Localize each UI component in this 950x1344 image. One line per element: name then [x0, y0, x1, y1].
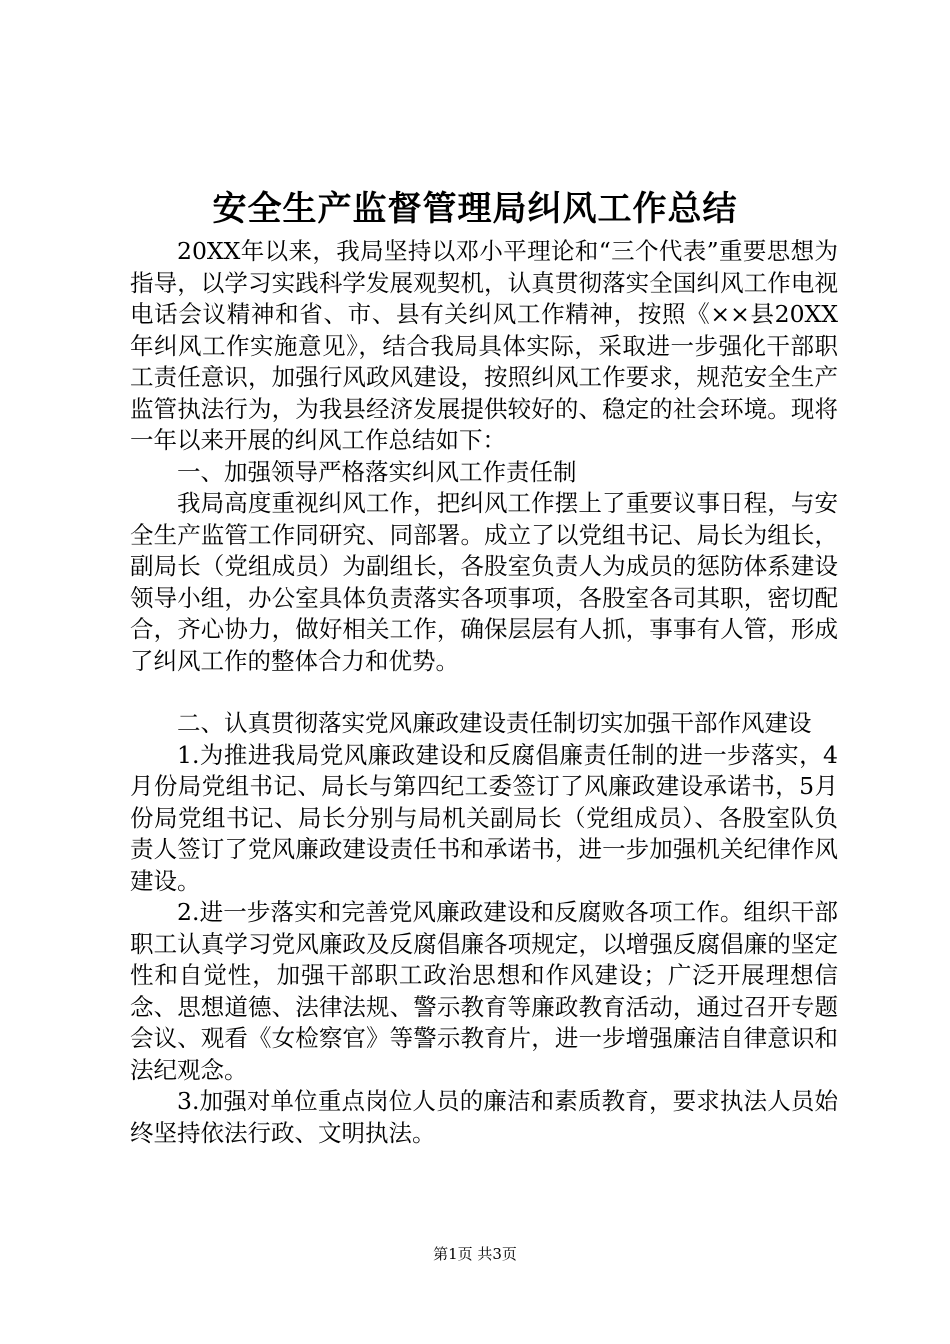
section-2-item-3: 3.加强对单位重点岗位人员的廉洁和素质教育，要求执法人员始终坚持依法行政、文明执法。: [130, 1087, 838, 1147]
section-1-paragraph: 我局高度重视纠风工作，把纠风工作摆上了重要议事日程，与安全生产监管工作同研究、同部署。成立了以党组书记、局长为组长，副局长（党组成员）为副组长，各股室负责人为成员的惩防体系建设领导小组，办公室具体负责落实各项事项，各股室各司其职，密切配合，齐心协力，做好相关工作，确保层层有人抓，事事有人管，形成了纠风工作的整体合力和优势。: [130, 489, 838, 675]
intro-paragraph: 20XX年以来，我局坚持以邓小平理论和“三个代表”重要思想为指导，以学习实践科学发展观契机，认真贯彻落实全国纠风工作电视电话会议精神和省、市、县有关纠风工作精神，按照《××县20XX年纠风工作实施意见》，结合我局具体实际，采取进一步强化干部职工责任意识，加强行风政风建设，按照纠风工作要求，规范安全生产监管执法行为，为我县经济发展提供较好的、稳定的社会环境。现将一年以来开展的纠风工作总结如下：: [130, 237, 838, 454]
document-title: 安全生产监督管理局纠风工作总结: [212, 189, 738, 229]
page-number-footer: 第1页 共3页: [433, 1245, 517, 1263]
paragraph-spacer: [130, 677, 838, 708]
section-2-item-2: 2.进一步落实和完善党风廉政建设和反腐败各项工作。组织干部职工认真学习党风廉政及反腐倡廉各项规定，以增强反腐倡廉的坚定性和自觉性，加强干部职工政治思想和作风建设；广泛开展理想信念、思想道德、法律法规、警示教育等廉政教育活动，通过召开专题会议、观看《女检察官》等警示教育片，进一步增强廉洁自律意识和法纪观念。: [130, 898, 838, 1084]
section-2-heading: 二、认真贯彻落实党风廉政建设责任制切实加强干部作风建设: [177, 709, 812, 737]
section-1-heading: 一、加强领导严格落实纠风工作责任制: [177, 457, 577, 486]
document-body: [130, 236, 838, 1149]
section-2-item-1: 1.为推进我局党风廉政建设和反腐倡廉责任制的进一步落实，4月份局党组书记、局长与第四纪工委签订了风廉政建设承诺书，5月份局党组书记、局长分别与局机关副局长（党组成员）、各股室队负责人签订了党风廉政建设责任书和承诺书，进一步加强机关纪律作风建设。: [130, 740, 838, 895]
